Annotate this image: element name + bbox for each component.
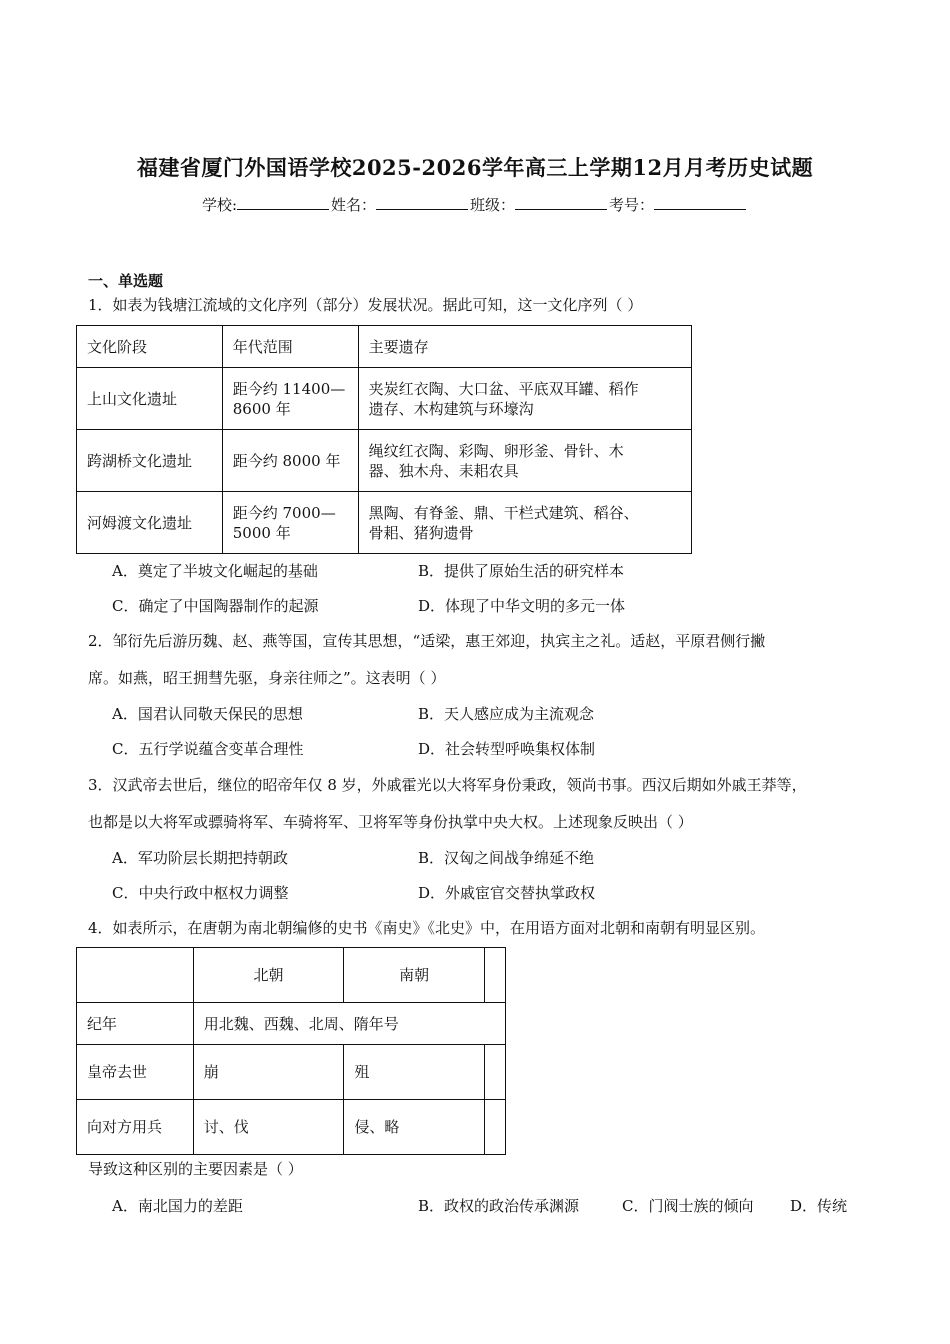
- table-header-cell: 南朝: [344, 948, 485, 1003]
- question-1-stem: 1．如表为钱塘江流域的文化序列（部分）发展状况。据此可知，这一文化序列（ ）: [88, 296, 643, 314]
- table-row: [77, 1045, 506, 1100]
- question-3-option-b[interactable]: B．汉匈之间战争绵延不绝: [418, 849, 595, 867]
- table-cell: 距今约 8000 年: [222, 430, 358, 492]
- table-cell: 皇帝去世: [77, 1045, 194, 1100]
- number-label: 考号：: [609, 196, 655, 214]
- table-cell: [222, 492, 358, 554]
- table-header-cell: 北朝: [193, 948, 344, 1003]
- question-2-option-d[interactable]: D．社会转型呼唤集权体制: [418, 740, 596, 758]
- table-cell: 崩: [193, 1045, 344, 1100]
- name-label: 姓名：: [331, 196, 377, 214]
- number-blank[interactable]: [654, 195, 746, 210]
- table-cell: 纪年: [77, 1003, 194, 1045]
- section-heading: 一、单选题: [88, 272, 164, 290]
- class-label: 班级：: [470, 196, 516, 214]
- cell-line: 器、独木舟、耒耜农具: [368, 461, 519, 480]
- question-4-option-b[interactable]: B．政权的政治传承渊源: [418, 1197, 580, 1215]
- cell-line: 夹炭红衣陶、大口盆、平底双耳罐、稻作: [368, 379, 639, 398]
- cell-line: 黑陶、有脊釜、鼎、干栏式建筑、稻谷、: [368, 503, 639, 522]
- question-4-stem: 4．如表所示，在唐朝为南北朝编修的史书《南史》《北史》中，在用语方面对北朝和南朝有明显区别。: [88, 919, 766, 937]
- cell-line: 绳纹红衣陶、彩陶、卵形釜、骨针、木: [368, 441, 624, 460]
- school-blank[interactable]: [237, 195, 329, 210]
- question-1-option-c[interactable]: C．确定了中国陶器制作的起源: [112, 597, 319, 615]
- cell-line: 距今约 11400—: [232, 379, 346, 398]
- page-title: 福建省厦门外国语学校2025-2026学年高三上学期12月月考历史试题: [136, 155, 814, 180]
- question-2-option-b[interactable]: B．天人感应成为主流观念: [418, 705, 595, 723]
- question-3-stem-line-1: 3．汉武帝去世后，继位的昭帝年仅 8 岁，外戚霍光以大将军身份秉政，领尚书事。西汉后期如外戚王莽等，: [88, 776, 807, 794]
- cell-line: 骨耜、猪狗遗骨: [368, 523, 474, 542]
- table-empty-cell: [484, 1100, 505, 1155]
- table-row: [77, 492, 692, 554]
- table-cell: 河姆渡文化遗址: [77, 492, 223, 554]
- table-row: [77, 430, 692, 492]
- question-4-option-a[interactable]: A．南北国力的差距: [112, 1197, 243, 1215]
- table-cell: 上山文化遗址: [77, 368, 223, 430]
- table-header-cell: [77, 948, 194, 1003]
- class-blank[interactable]: [515, 195, 607, 210]
- question-4-prompt: 导致这种区别的主要因素是（ ）: [88, 1160, 303, 1178]
- table-cell: 用北魏、西魏、北周、隋年号: [193, 1003, 505, 1045]
- question-3-option-d[interactable]: D．外戚宦官交替执掌政权: [418, 884, 596, 902]
- cell-line: 8600 年: [232, 399, 291, 418]
- table-cell: [358, 430, 691, 492]
- table-row: [77, 1003, 506, 1045]
- table-empty-cell: [484, 1045, 505, 1100]
- question-2-stem-line-1: 2．邹衍先后游历魏、赵、燕等国，宣传其思想，“适梁，惠王郊迎，执宾主之礼。适赵，平原君侧行撇: [88, 632, 766, 650]
- question-3-option-a[interactable]: A．军功阶层长期把持朝政: [112, 849, 288, 867]
- question-1-option-d[interactable]: D．体现了中华文明的多元一体: [418, 597, 626, 615]
- question-1-option-b[interactable]: B．提供了原始生活的研究样本: [418, 562, 625, 580]
- table-header-row: [77, 948, 506, 1003]
- table-header-row: [77, 326, 692, 368]
- table-row: [77, 368, 692, 430]
- table-cell: [222, 368, 358, 430]
- table-cell: 跨湖桥文化遗址: [77, 430, 223, 492]
- question-4-option-d[interactable]: D．传统: [790, 1197, 848, 1215]
- cell-line: 遗存、木构建筑与环壕沟: [368, 399, 534, 418]
- question-4-table: [76, 947, 506, 1155]
- student-info-line: [0, 194, 950, 215]
- question-2-option-c[interactable]: C．五行学说蕴含变革合理性: [112, 740, 304, 758]
- question-2-stem-line-2: 席。如燕，昭王拥彗先驱，身亲往师之”。这表明（ ）: [88, 669, 446, 687]
- table-cell: 向对方用兵: [77, 1100, 194, 1155]
- question-4-option-c[interactable]: C．门阀士族的倾向: [622, 1197, 754, 1215]
- table-cell: [358, 368, 691, 430]
- table-cell: [358, 492, 691, 554]
- table-cell: 殂: [344, 1045, 485, 1100]
- table-header-cell: 文化阶段: [77, 326, 223, 368]
- table-row: [77, 1100, 506, 1155]
- table-cell: 讨、伐: [193, 1100, 344, 1155]
- school-label: 学校:: [201, 196, 237, 214]
- table-empty-cell: [484, 948, 505, 1003]
- question-1-option-a[interactable]: A．奠定了半坡文化崛起的基础: [112, 562, 318, 580]
- question-2-option-a[interactable]: A．国君认同敬天保民的思想: [112, 705, 303, 723]
- table-header-cell: 年代范围: [222, 326, 358, 368]
- table-cell: 侵、略: [344, 1100, 485, 1155]
- question-3-option-c[interactable]: C．中央行政中枢权力调整: [112, 884, 289, 902]
- question-1-table: [76, 325, 692, 554]
- question-3-stem-line-2: 也都是以大将军或骠骑将军、车骑将军、卫将军等身份执掌中央大权。上述现象反映出（ ）: [88, 813, 693, 831]
- table-header-cell: 主要遗存: [358, 326, 691, 368]
- cell-line: 距今约 7000—: [232, 503, 336, 522]
- name-blank[interactable]: [376, 195, 468, 210]
- cell-line: 5000 年: [232, 523, 291, 542]
